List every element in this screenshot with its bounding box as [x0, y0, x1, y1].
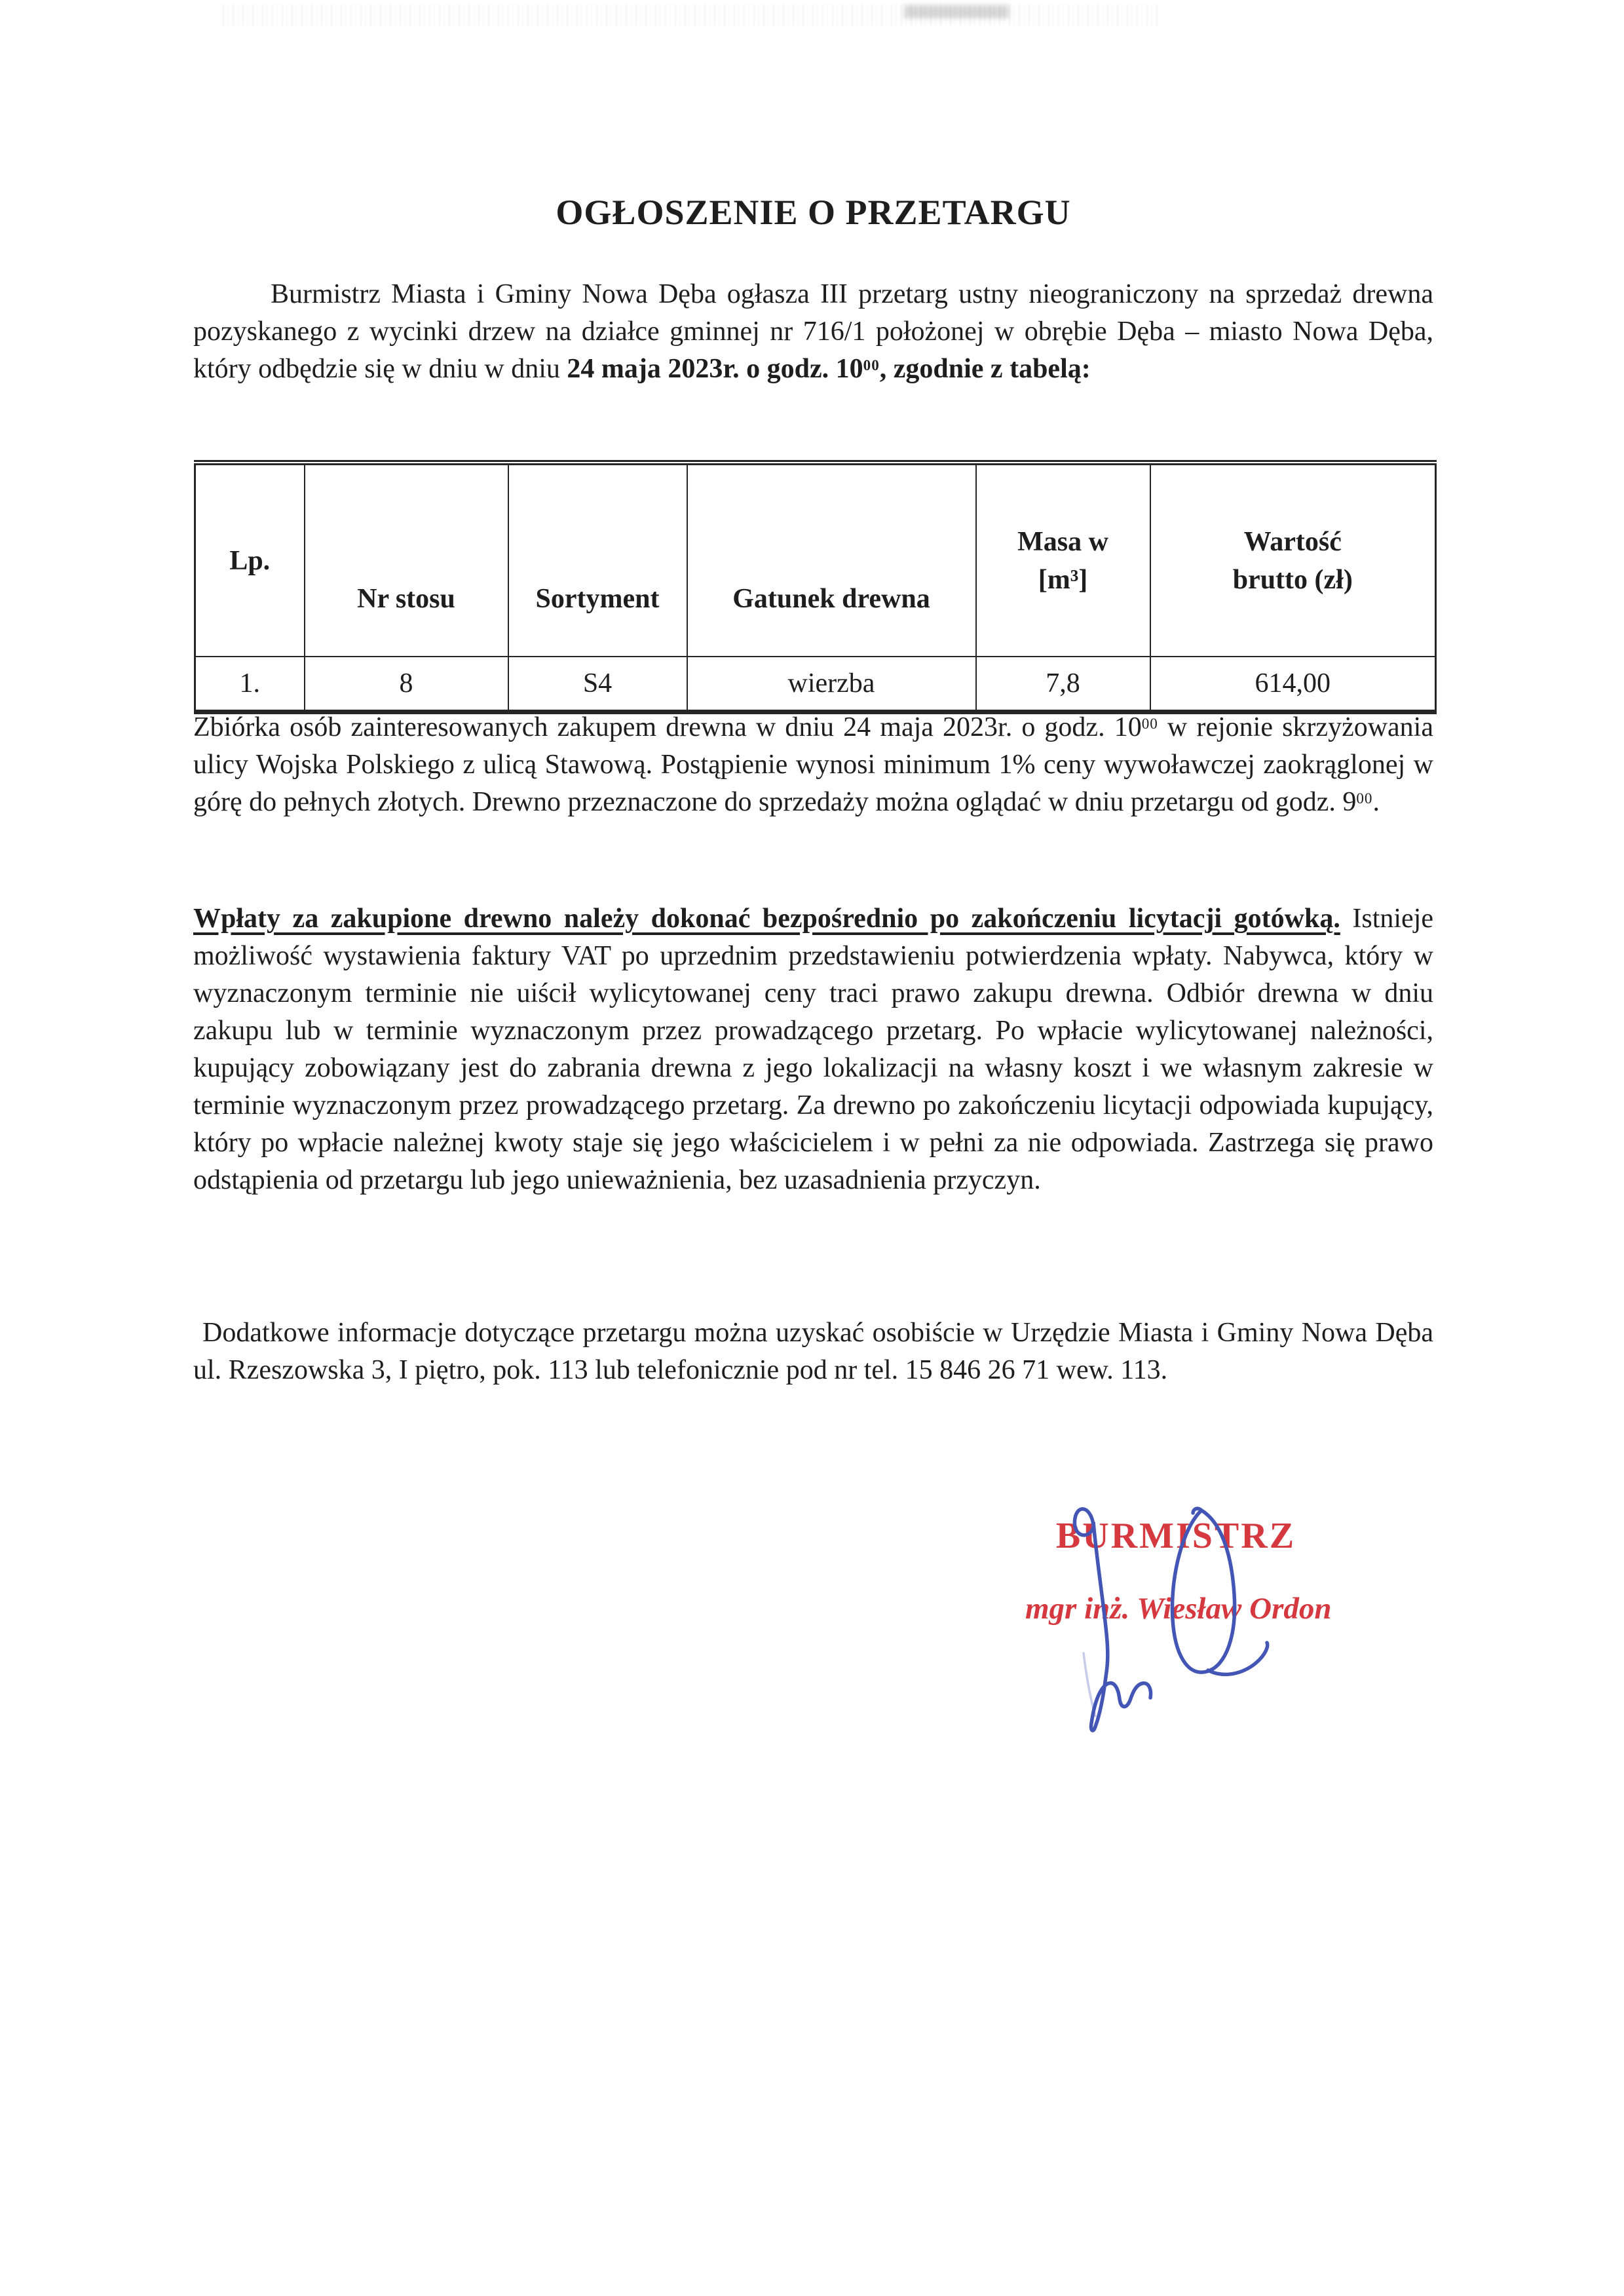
- wplaty-text: Istnieje możliwość wystawienia faktury VAT po uprzednim przedstawieniu potwierdzenia wpłaty. Nabywca, który w wyznaczonym terminie nie uiścił wylicytowanej ceny traci prawo zakupu drewna. Odbiór drewna w dniu zakupu lub w terminie wyznaczonym przez prowadzącego przetarg. Po wpłacie wylicytowanej należności, kupujący zobowiązany jest do zabrania drewna z jego lokalizacji na własny koszt i we własnym zakresie w terminie wyznaczonym przez prowadzącego przetarg. Za drewno po zakończeniu licytacji odpowiada kupujący, który po wpłacie należnej kwoty staje się jego właścicielem i w pełni za nie odpowiada. Zastrzega się prawo odstąpienia od przetargu lub jego unieważnienia, bez uzasadnienia przyczyn.: [193, 904, 1433, 1195]
- cell-gatunek: wierzba: [687, 657, 976, 712]
- superscript-hour: 00: [1141, 714, 1158, 732]
- paragraph-wplaty: [193, 900, 1433, 1199]
- signature-stroke-tail: [1208, 1643, 1268, 1674]
- column-header-masa: [976, 463, 1150, 657]
- cell-masa: 7,8: [976, 657, 1150, 712]
- table-header-row: [195, 463, 1436, 657]
- paragraph-zbiorka: [193, 709, 1433, 821]
- paragraph-contact-info: Dodatkowe informacje dotyczące przetargu można uzyskać osobiście w Urzędzie Miasta i Gminy Nowa Dęba ul. Rzeszowska 3, I piętro, pok. 113 lub telefonicznie pod nr tel. 15 846 26 71 wew. 113.: [193, 1318, 1433, 1385]
- wartosc-line2: brutto (zł): [1232, 564, 1353, 595]
- zbiorka-text-3: .: [1372, 787, 1380, 817]
- wartosc-line1: Wartość: [1243, 526, 1342, 557]
- column-header-gatunek: Gatunek drewna: [687, 463, 976, 657]
- zbiorka-text-2: w rejonie skrzyżowania ulicy Wojska Polskiego z ulicą Stawową. Postąpienie wynosi minimum 1% ceny wywoławczej zaokrąglonej w górę do pełnych złotych. Drewno przeznaczone do sprzedaży można oglądać w dniu przetargu od godz. 9: [193, 712, 1433, 817]
- column-header-sortyment: Sortyment: [508, 463, 687, 657]
- scan-artifact: [223, 4, 1160, 26]
- cell-wartosc: 614,00: [1150, 657, 1436, 712]
- superscript-hour: 00: [863, 356, 880, 373]
- column-header-lp: Lp.: [195, 463, 305, 657]
- wplaty-bold-underlined: Wpłaty za zakupione drewno należy dokonać bezpośrednio po zakończeniu licytacji gotówką.: [193, 904, 1340, 934]
- superscript-hour: 00: [1356, 789, 1373, 807]
- signature-stroke-left: [1074, 1509, 1150, 1731]
- column-header-wartosc: [1150, 463, 1436, 657]
- signature-stroke-faint: [1084, 1653, 1095, 1716]
- masa-line1: Masa w: [1017, 526, 1108, 557]
- column-header-nr-stosu: Nr stosu: [305, 463, 508, 657]
- intro-bold-date-text: 24 maja 2023r. o godz. 10: [567, 354, 863, 384]
- cell-sortyment: S4: [508, 657, 687, 712]
- handwritten-signature-icon: [1060, 1496, 1276, 1751]
- document-title: OGŁOSZENIE O PRZETARGU: [556, 193, 1071, 232]
- table-row: [195, 657, 1436, 712]
- intro-bold-tail: , zgodnie z tabelą:: [879, 354, 1091, 384]
- paragraph-intro: [193, 276, 1433, 388]
- scan-artifact-blob: [904, 5, 1009, 18]
- cell-nr-stosu: 8: [305, 657, 508, 712]
- stamp-signatory-name: mgr inż. Wiesław Ordon: [1025, 1592, 1332, 1626]
- auction-items-table: [194, 460, 1437, 714]
- masa-line2: [m³]: [1038, 564, 1088, 595]
- signature-stroke-oval: [1172, 1508, 1234, 1672]
- stamp-title: BURMISTRZ: [1055, 1516, 1296, 1556]
- intro-text: Burmistrz Miasta i Gminy Nowa Dęba ogłasza III przetarg ustny nieograniczony na sprzedaż drewna pozyskanego z wycinki drzew na działce gminnej nr 716/1 położonej w obrębie Dęba – miasto Nowa Dęba, który odbędzie się w dniu w dniu: [193, 279, 1433, 384]
- zbiorka-text-1: Zbiórka osób zainteresowanych zakupem drewna w dniu 24 maja 2023r. o godz. 10: [193, 712, 1142, 742]
- cell-lp: 1.: [195, 657, 305, 712]
- intro-bold-date: [567, 354, 1090, 384]
